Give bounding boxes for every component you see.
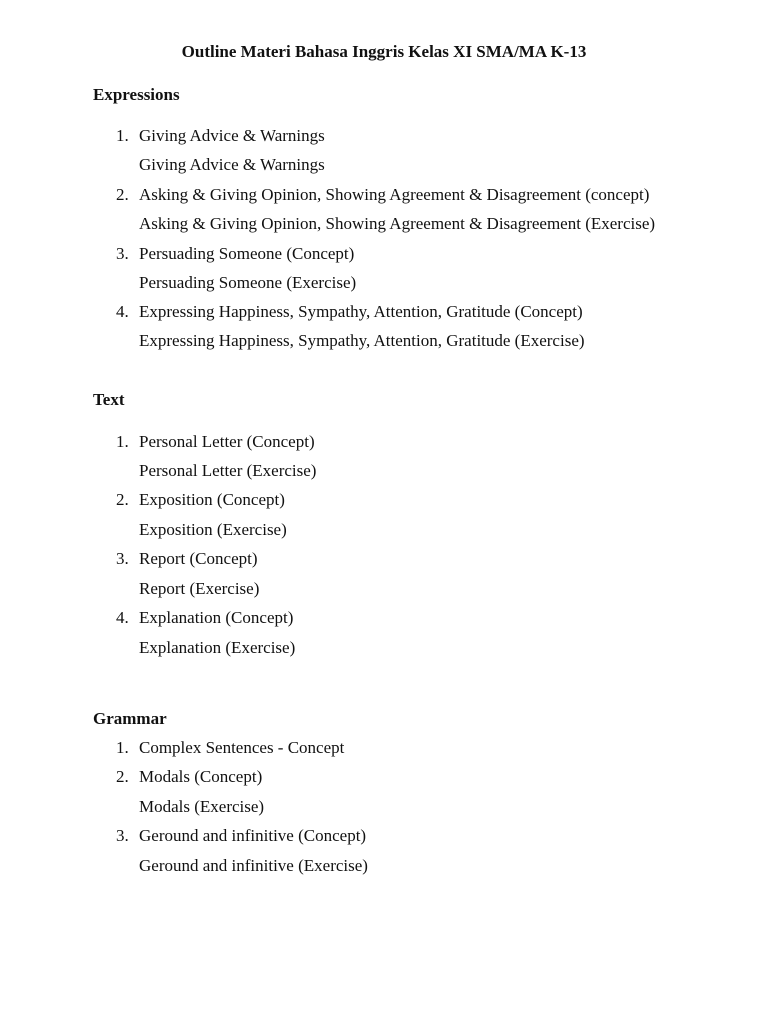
- list-item: Personal Letter (Exercise): [139, 461, 317, 480]
- list-number: 1.: [116, 738, 129, 757]
- list-item: Giving Advice & Warnings: [139, 126, 325, 145]
- list-item: Giving Advice & Warnings: [139, 155, 325, 174]
- list-number: 1.: [116, 126, 129, 145]
- page-title: Outline Materi Bahasa Inggris Kelas XI SMA/MA K-13: [181, 42, 587, 61]
- list-item: Asking & Giving Opinion, Showing Agreement & Disagreement (Exercise): [139, 214, 656, 233]
- section-heading-expressions: Expressions: [93, 85, 180, 104]
- list-number: 2.: [116, 185, 129, 204]
- list-item: Report (Exercise): [139, 579, 260, 598]
- list-item: Personal Letter (Concept): [139, 432, 315, 451]
- list-number: 4.: [116, 608, 129, 627]
- list-item: Explanation (Exercise): [139, 638, 296, 657]
- list-number: 4.: [116, 302, 129, 321]
- list-number: 3.: [116, 244, 129, 263]
- list-number: 2.: [116, 490, 129, 509]
- list-item: Geround and infinitive (Exercise): [139, 856, 368, 875]
- list-number: 2.: [116, 767, 129, 786]
- list-item: Explanation (Concept): [139, 608, 294, 627]
- list-item: Asking & Giving Opinion, Showing Agreement & Disagreement (concept): [139, 185, 650, 204]
- list-item: Exposition (Exercise): [139, 520, 287, 539]
- list-item: Modals (Concept): [139, 767, 263, 786]
- list-number: 3.: [116, 826, 129, 845]
- list-item: Exposition (Concept): [139, 490, 285, 509]
- list-number: 1.: [116, 432, 129, 451]
- list-number: 3.: [116, 549, 129, 568]
- list-item: Persuading Someone (Concept): [139, 244, 355, 263]
- list-item: Persuading Someone (Exercise): [139, 273, 357, 292]
- list-item: Report (Concept): [139, 549, 258, 568]
- section-heading-grammar: Grammar: [93, 709, 167, 728]
- list-item: Geround and infinitive (Concept): [139, 826, 367, 845]
- list-item: Expressing Happiness, Sympathy, Attention, Gratitude (Concept): [139, 302, 583, 321]
- section-heading-text: Text: [93, 390, 125, 409]
- list-item: Expressing Happiness, Sympathy, Attention, Gratitude (Exercise): [139, 331, 585, 350]
- list-item: Modals (Exercise): [139, 797, 265, 816]
- list-item: Complex Sentences - Concept: [139, 738, 345, 757]
